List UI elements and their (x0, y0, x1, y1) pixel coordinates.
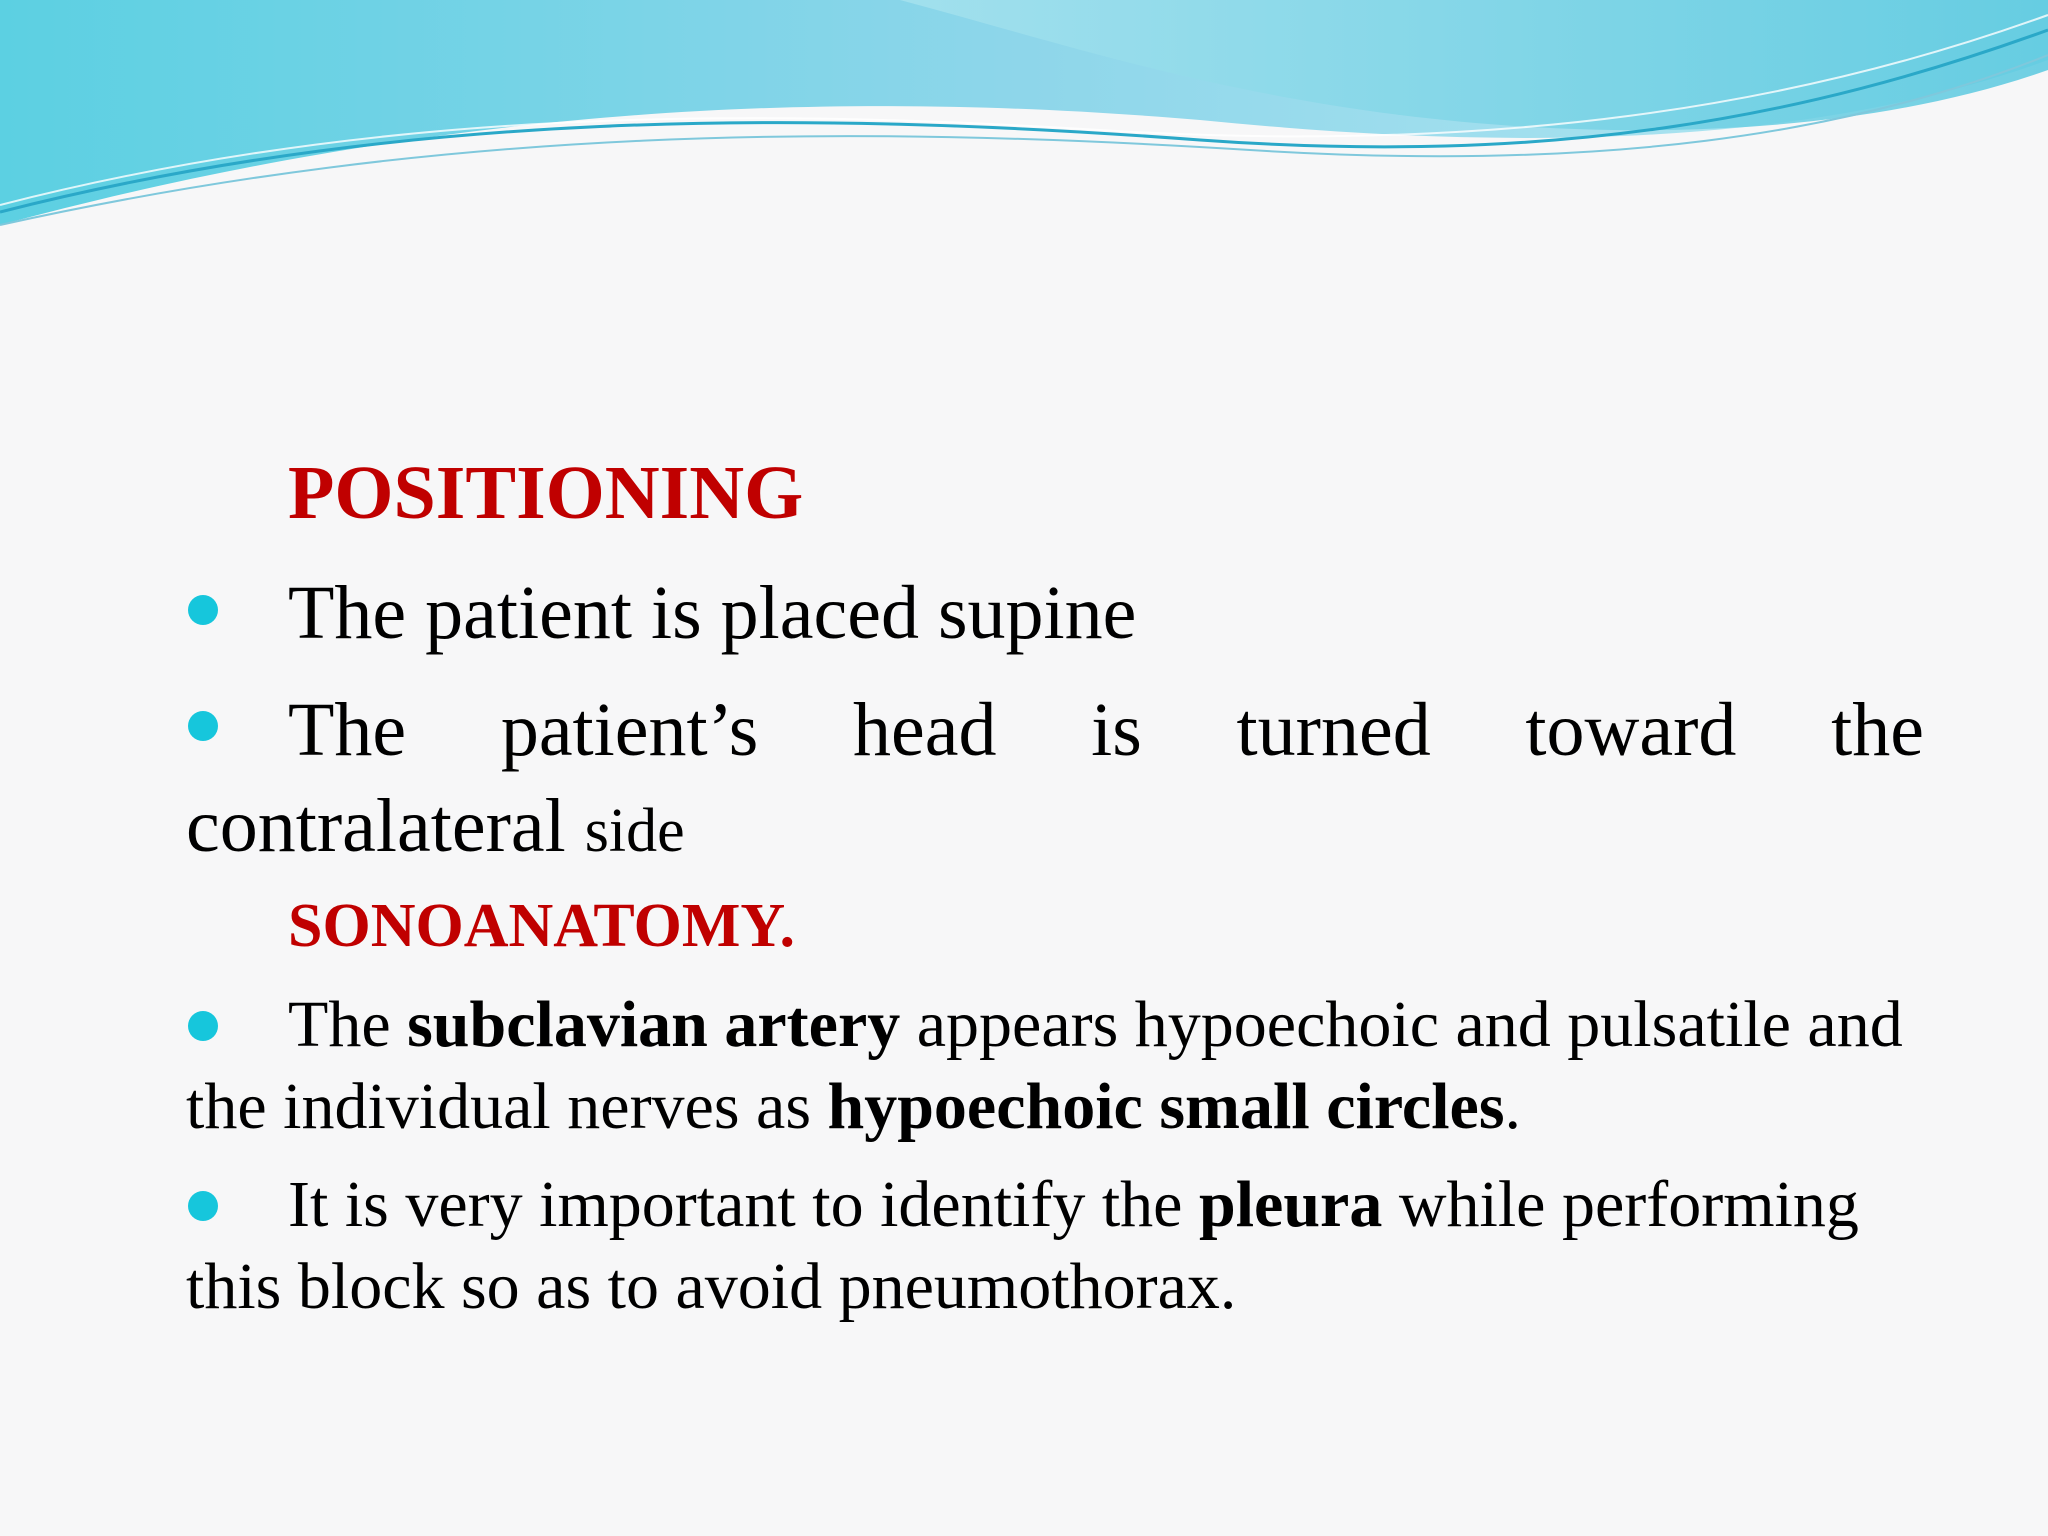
word: The (288, 688, 407, 772)
word: head (853, 688, 997, 772)
word: turned (1236, 688, 1431, 772)
text: appears hypoechoic and pulsatile and the individual nerves as (186, 988, 1903, 1143)
bold-subclavian-artery: subclavian artery (407, 988, 901, 1061)
bullet-head-turned-line-2 (186, 778, 1924, 879)
heading-positioning: POSITIONING (288, 451, 804, 535)
bold-pleura: pleura (1198, 1168, 1383, 1241)
word: the (1831, 688, 1924, 772)
bullet-patient-supine: The patient is placed supine (288, 571, 1137, 655)
text: . (1504, 1070, 1522, 1143)
bullet-dot-icon (188, 595, 218, 625)
word-side: side (584, 797, 685, 865)
word: toward (1525, 688, 1737, 772)
text: The (288, 988, 408, 1061)
bullet-head-turned-line-1 (186, 682, 1924, 778)
bold-hypoechoic-small-circles: hypoechoic small circles (827, 1070, 1505, 1143)
word: is (1091, 688, 1142, 772)
word-contralateral: contralateral (186, 784, 566, 868)
text: It is very important to identify the (288, 1168, 1199, 1241)
bullet-subclavian-artery (186, 984, 1924, 1148)
decorative-wave-header (0, 0, 2048, 240)
text: while performing this block so as to avoid pneumothorax. (186, 1168, 1859, 1323)
bullet-head-turned (186, 682, 1924, 879)
heading-sonoanatomy: SONOANATOMY. (288, 892, 795, 960)
word: patient’s (500, 688, 759, 772)
bullet-pleura (186, 1164, 1924, 1328)
